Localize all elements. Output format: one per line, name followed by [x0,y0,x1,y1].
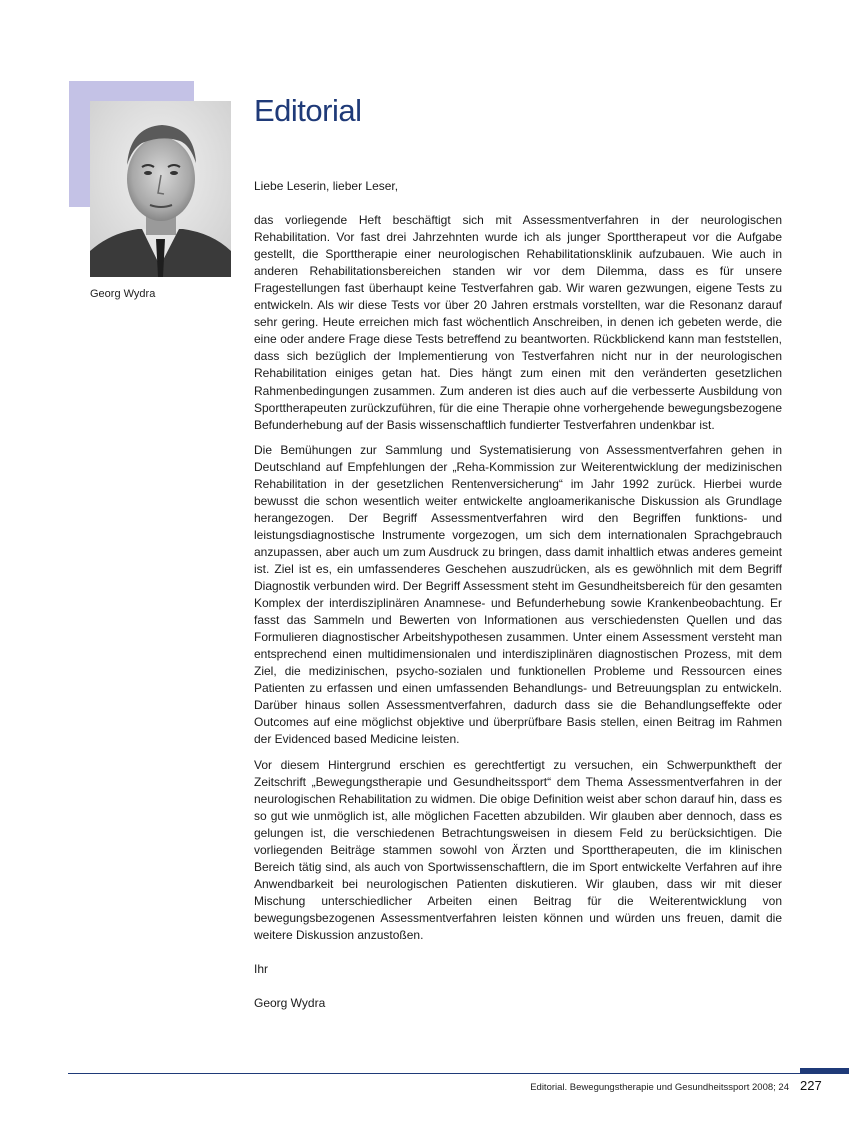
article-title: Editorial [254,93,362,128]
footer-rule [68,1073,849,1074]
author-caption: Georg Wydra [90,288,156,300]
salutation: Liebe Leserin, lieber Leser, [254,179,399,193]
body-paragraph: Vor diesem Hintergrund erschien es gerechtfertigt zu versuchen, ein Schwerpunktheft der Zeitschrift „Bewegungstherapie und Gesundheitssport“ dem Thema Assessmentverfahren in der neurologischen Rehabilitation zu widmen. Die obige Definition weist aber schon darauf hin, dass es so gut wie unmöglich ist, alle möglichen Facetten abzubilden. Wir glauben aber dennoch, dass es gelungen ist, die verschiedenen Betrachtungsweisen in diesem Feld zu berücksichtigen. Die vorliegenden Beiträge stammen sowohl von Ärzten und Sporttherapeuten, die im klinischen Bereich tätig sind, als auch von Sportwissenschaftlern, die im Sport entwickelte Verfahren auf ihre Anwendbarkeit bei neurologischen Patienten diskutieren. Wir glauben, dass wir mit dieser Mischung unterschiedlicher Arbeiten einen Beitrag für die Weiterentwicklung von bewegungsbezogenen Assessmentverfahren leisten können und würden uns freuen, damit die weitere Diskussion anzustoßen. [254,757,782,942]
closing: Ihr [254,962,269,977]
page-number: 227 [800,1078,822,1093]
signature: Georg Wydra [254,996,326,1011]
author-portrait [90,101,231,277]
footer-page-tab [800,1068,849,1074]
body-paragraph: das vorliegende Heft beschäftigt sich mit Assessmentverfahren in der neurologischen Rehabilitation. Vor fast drei Jahrzehnten wurde ich als junger Sporttherapeut vor die Aufgabe gestellt, die Sporttherapie einer neurologischen Rehabilitationsklinik aufzubauen. Wie auch in anderen Rehabilitationsbereichen standen wir vor dem Dilemma, dass es für unsere Fragestellungen fast überhaupt keine Testverfahren gab. Wir waren gezwungen, eigene Tests zu entwickeln. Als wir diese Tests vor über 20 Jahren erstmals vorstellten, war die Resonanz darauf sehr gering. Heute erreichen mich fast wöchentlich Anschreiben, in denen ich gebeten werde, die eine oder andere Frage diese Tests betreffend zu beantworten. Rückblickend kann man feststellen, dass sich bezüglich der Implementierung von Testverfahren nicht nur in der neurologischen Rehabilitation einiges getan hat. Dies hängt zum einen mit den veränderten gesetzlichen Rahmenbedingungen zusammen. Zum anderen ist dies auch auf die verbesserte Ausbildung von Sporttherapeuten zurückzuführen, für die eine Therapie ohne vorhergehende bewegungsbezogene Befunderhebung auf der Basis wissenschaftlich fundierter Testverfahren undenkbar ist. [254,213,782,432]
article-body [254,178,782,1012]
footer-citation: Editorial. Bewegungstherapie und Gesundheitssport 2008; 24 [530,1082,789,1093]
body-paragraph: Die Bemühungen zur Sammlung und Systematisierung von Assessmentverfahren gehen in Deutschland auf Empfehlungen der „Reha-Kommission zur Weiterentwicklung der medizinischen Rehabilitation in der gesetzlichen Rentenversicherung“ im Jahr 1992 zurück. Hierbei wurde bewusst die schon wesentlich weiter entwickelte angloamerikanische Diskussion als Grundlage herangezogen. Der Begriff Assessmentverfahren wird den Begriffen funktions- und leistungsdiagnostische Instrumente vorgezogen, um sich dem internationalen Sprachgebrauch anzupassen, aber auch um zum Ausdruck zu bringen, dass damit inhaltlich etwas anderes gemeint ist. Ziel ist es, ein umfassenderes Geschehen auszudrücken, als es gewöhnlich mit dem Begriff Diagnostik verbunden wird. Der Begriff Assessment steht im Gesundheitsbereich für den gesamten Komplex der interdisziplinären Anamnese- und Befunderhebung sowie Krankenbeobachtung. Er fasst das Sammeln und Bewerten von Informationen aus verschiedensten Quellen und das Formulieren diagnostischer Arbeitshypothesen zusammen. Unter einem Assessment versteht man entsprechend einen multidimensionalen und interdisziplinären diagnostischen Prozess, mit dem Ziel, die medizinischen, psycho-sozialen und funktionellen Probleme und Ressourcen eines Patienten zu erfassen und einen umfassenden Behandlungs- und Betreuungsplan zu entwickeln. Darüber hinaus sollen Assessmentverfahren, dadurch dass sie die Behandlungseffekte oder Outcomes auf eine möglichst objektive und überprüfbare Basis stellen, einen Beitrag im Rahmen der Evidenced based Medicine leisten. [254,442,782,747]
